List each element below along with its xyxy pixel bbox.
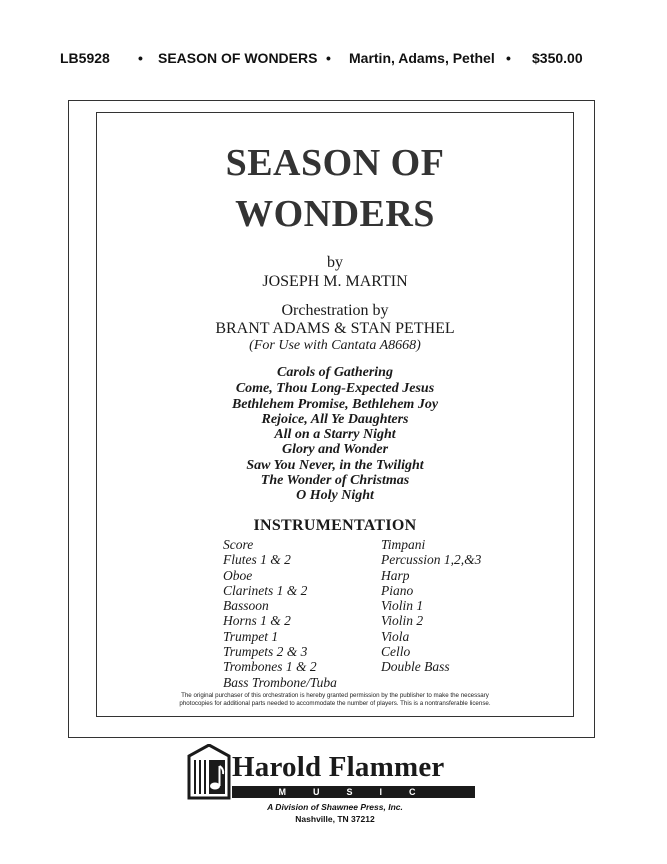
song-title: Carols of Gathering — [277, 365, 393, 380]
orchestrators-names: BRANT ADAMS & STAN PETHEL — [215, 320, 455, 337]
publisher-division: A Division of Shawnee Press, Inc. — [267, 802, 403, 812]
instrument-item: Violin 1 — [381, 598, 424, 614]
instrument-item: Timpani — [381, 537, 426, 552]
instrument-item: Score — [223, 537, 254, 552]
instrument-item: Trumpets 2 & 3 — [223, 644, 308, 660]
instrument-item: Piano — [381, 582, 414, 598]
music-building-logo-icon — [187, 744, 231, 800]
catalog-number: LB5928 — [60, 50, 110, 66]
header-bullet: • — [506, 50, 511, 66]
cantata-note: (For Use with Cantata A8668) — [249, 338, 421, 353]
instrument-item: Oboe — [223, 567, 253, 583]
song-title: Rejoice, All Ye Daughters — [261, 412, 409, 427]
music-label-bar — [232, 786, 475, 798]
publisher-city: Nashville, TN 37212 — [295, 814, 375, 824]
instrument-item: Horns 1 & 2 — [223, 613, 291, 629]
song-title: All on a Starry Night — [274, 427, 396, 442]
instrument-item: Bass Trombone/Tuba — [223, 674, 337, 690]
title-line-2: WONDERS — [235, 193, 435, 235]
header-price: $350.00 — [532, 50, 583, 66]
music-label: MUSIC — [278, 787, 443, 797]
header-bullet: • — [326, 50, 331, 66]
instrument-item: Clarinets 1 & 2 — [223, 582, 308, 598]
instrument-item: Trumpet 1 — [223, 628, 279, 644]
song-title: The Wonder of Christmas — [260, 473, 410, 488]
publisher-name: Harold Flammer — [232, 751, 445, 783]
catalog-header — [0, 50, 667, 72]
instrumentation-heading: INSTRUMENTATION — [253, 517, 417, 534]
instrument-item: Trombones 1 & 2 — [223, 659, 317, 675]
song-title: Glory and Wonder — [281, 442, 389, 457]
orchestration-label: Orchestration by — [281, 302, 389, 319]
instrument-item: Violin 2 — [381, 613, 424, 629]
header-bullet: • — [138, 50, 143, 66]
title-line-1: SEASON OF — [225, 142, 445, 184]
instrument-item: Viola — [381, 628, 410, 644]
by-label: by — [327, 254, 343, 271]
instrument-item: Double Bass — [381, 659, 450, 675]
song-title: Come, Thou Long-Expected Jesus — [235, 381, 435, 396]
song-title: Bethlehem Promise, Bethlehem Joy — [231, 397, 439, 412]
instrument-item: Cello — [381, 644, 411, 660]
instrument-list-right — [381, 537, 481, 675]
instrument-list-left — [223, 537, 337, 690]
instrument-item: Harp — [381, 567, 410, 583]
song-title: O Holy Night — [296, 488, 374, 503]
header-arrangers: Martin, Adams, Pethel — [349, 50, 495, 66]
song-title: Saw You Never, in the Twilight — [246, 458, 424, 473]
instrument-item: Flutes 1 & 2 — [223, 552, 291, 568]
instrument-item: Percussion 1,2,&3 — [381, 552, 482, 568]
license-notice — [96, 692, 574, 708]
license-line: photocopies for additional parts needed to accommodate the number of players. This is a nontransferable license. — [179, 700, 491, 707]
instrument-item: Bassoon — [223, 598, 269, 614]
header-title: SEASON OF WONDERS — [158, 50, 318, 66]
license-line: The original purchaser of this orchestration is hereby granted permission by the publisher to make the necessary — [181, 692, 489, 699]
composer-name: JOSEPH M. MARTIN — [262, 273, 408, 290]
